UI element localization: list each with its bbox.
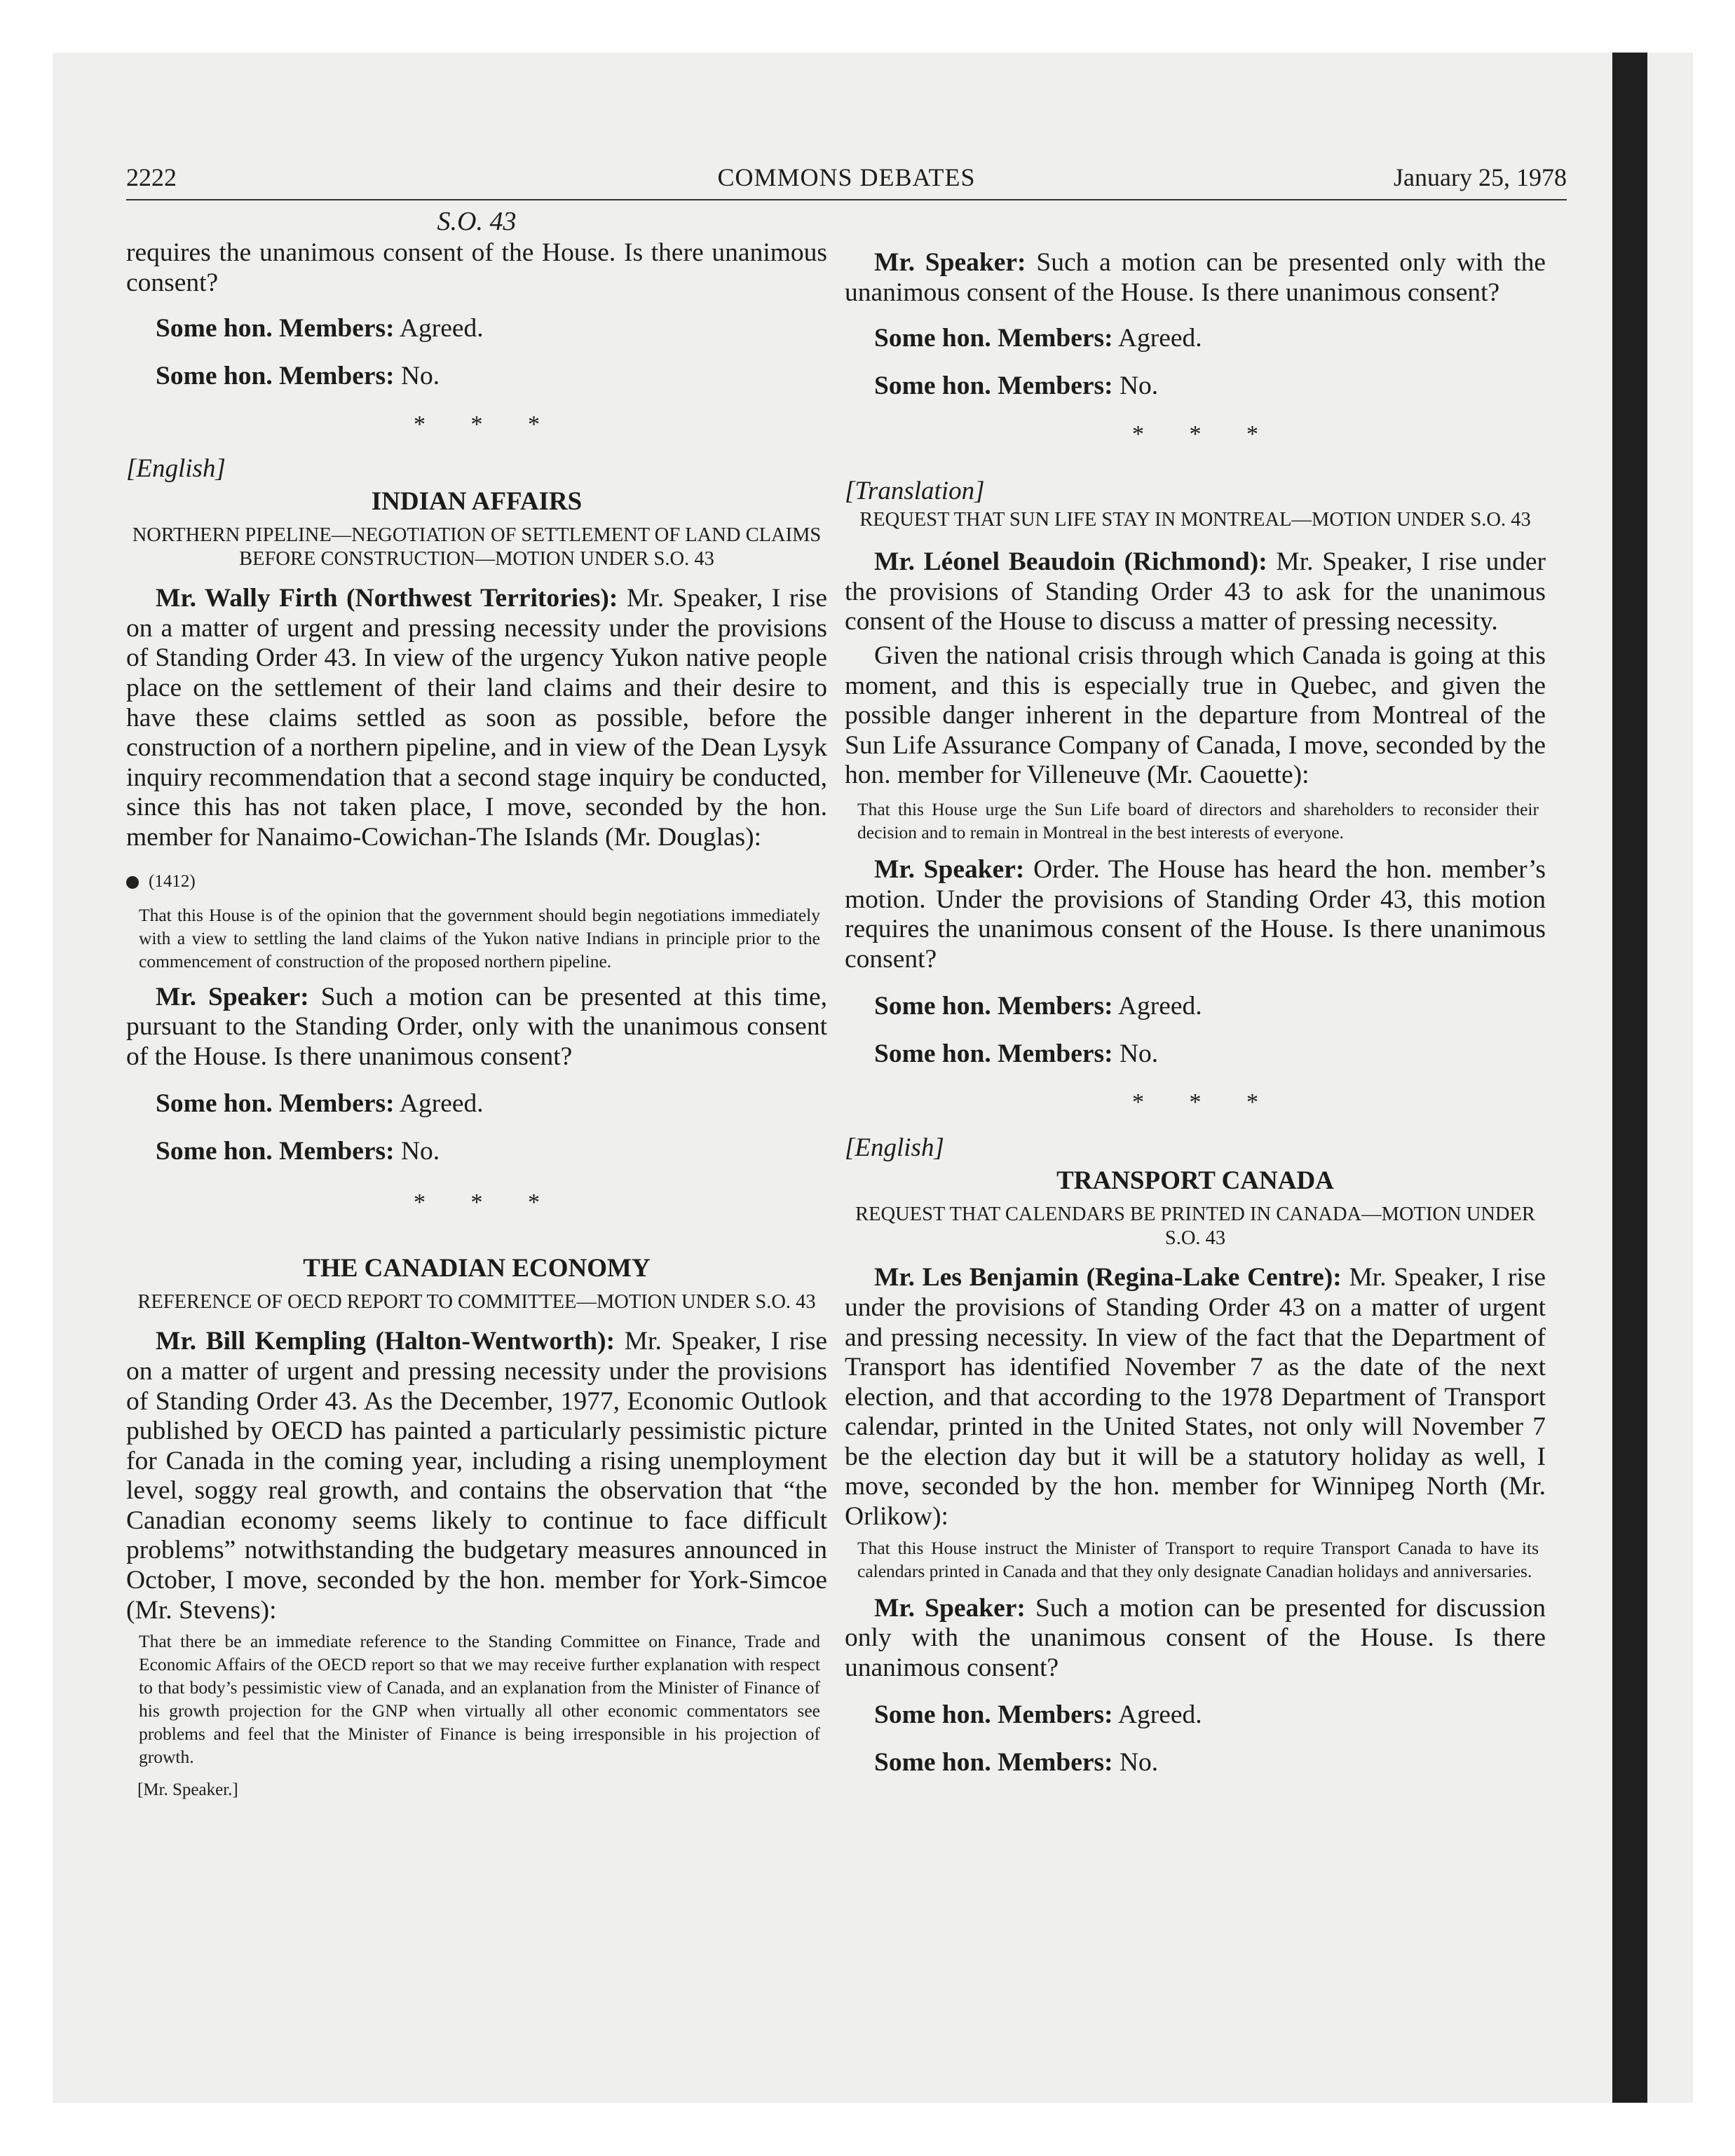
speech-text: Mr. Speaker, I rise on a matter of urgent and pressing necessity under the provisions of Standing Order 43. In view of the urgency Yukon native people place on the settlement of their land claims and their desire to have these claims settled as soon as possible, before the construction of a northern pipeline, and in view of the Dean Lysyk inquiry recommendation that a second stage inquiry be conducted, since this has not taken place, I move, seconded by the hon. member for Nanaimo-Cowichan-The Islands (Mr. Douglas): [126,584,828,852]
section-subheading: REFERENCE OF OECD REPORT TO COMMITTEE—MOTION UNDER S.O. 43 [137,1291,816,1314]
speaker-name: Mr. Speaker: [874,854,1025,884]
motion-text: That this House is of the opinion that the government should begin negotiations immediately with a view to settling the land claims of the Yukon native Indians in principle prior to the commencement of construction of the proposed northern pipeline. [139,904,820,971]
speaker-name: Some hon. Members: [156,314,395,343]
language-note: [English] [845,1133,944,1163]
section-subheading: NORTHERN PIPELINE—NEGOTIATION OF SETTLEMENT OF LAND CLAIMS BEFORE CONSTRUCTION—MOTION UNDER S.O. 43 [132,524,822,571]
member-response [126,1089,827,1119]
speech-paragraph [845,855,1546,974]
member-response [845,371,1546,402]
response-text: Agreed. [394,1089,484,1119]
speech-paragraph [126,584,827,852]
paragraph: requires the unanimous consent of the House. Is there unanimous consent? [126,238,827,297]
speaker-name: Some hon. Members: [874,1748,1113,1778]
time-marker-text: (1412) [149,871,196,891]
section-heading: THE CANADIAN ECONOMY [303,1254,651,1283]
motion-text: That there be an immediate reference to the Standing Committee on Finance, Trade and Economic Affairs of the OECD report so that we may receive further explanation with respect to that body’s pessimistic view of Canada, and an explanation from the Minister of Finance of his growth projection for the GNP when virtually all other economic commentators see problems and feel that the Minister of Finance is being irresponsible in his projection of growth. [139,1631,820,1768]
running-head: S.O. 43 [437,207,517,236]
paragraph: Given the national crisis through which Canada is going at this moment, and this is especially true in Quebec, and given the possible danger inherent in the departure from Montreal of the Sun Life Assurance Company of Canada, I move, seconded by the hon. member for Villeneuve (Mr. Caouette): [845,641,1546,790]
speech-paragraph [845,248,1546,308]
motion-text: That this House urge the Sun Life board of directors and shareholders to reconsider their decision and to remain in Montreal in the best interests of everyone. [857,798,1539,842]
section-heading: TRANSPORT CANADA [1056,1166,1334,1196]
speech-paragraph [126,1327,827,1625]
response-text: No. [1113,1039,1159,1069]
speaker-name: Mr. Speaker: [156,982,309,1011]
response-text: Agreed. [1113,1700,1202,1730]
speech-paragraph [126,983,827,1072]
section-separator: * * * [414,411,559,438]
time-marker [126,870,827,894]
speaker-name: Some hon. Members: [874,371,1113,401]
response-text: No. [394,362,440,391]
speaker-name: Some hon. Members: [156,1089,395,1119]
motion-text: That this House instruct the Minister of Transport to require Transport Canada to have its calendars printed in Canada and that they only designate Canadian holidays and anniversaries. [857,1537,1539,1581]
speaker-name: Some hon. Members: [874,324,1113,353]
response-text: Agreed. [394,314,484,343]
speaker-name: Mr. Speaker: [874,248,1026,277]
speech-text: Order. The House has heard the hon. member’s motion. Under the provisions of Standing Order 43, this motion requires the unanimous consent of the House. Is there unanimous consent? [845,854,1546,974]
member-response [126,313,827,344]
speech-paragraph [845,547,1546,637]
footnote: [Mr. Speaker.] [137,1780,238,1800]
section-subheading: REQUEST THAT CALENDARS BE PRINTED IN CANADA—MOTION UNDER S.O. 43 [855,1203,1535,1250]
member-response [845,1700,1546,1731]
binding-shadow [1612,53,1647,2103]
speech-text: Such a motion can be presented for discussion only with the unanimous consent of the House. Is there unanimous consent? [845,1593,1546,1682]
response-text: No. [394,1137,440,1166]
speech-text: Such a motion can be presented at this time, pursuant to the Standing Order, only with the unanimous consent of the House. Is there unanimous consent? [126,982,827,1071]
member-response [126,1136,827,1167]
response-text: No. [1113,371,1159,401]
speaker-name: Mr. Bill Kempling (Halton-Wentworth): [156,1327,615,1356]
response-text: No. [1113,1748,1159,1778]
publication-title: COMMONS DEBATES [717,163,976,191]
member-response [845,991,1546,1022]
speaker-name: Some hon. Members: [874,1700,1113,1730]
speech-text: Mr. Speaker, I rise under the provisions of Standing Order 43 on a matter of urgent and pressing necessity. In view of the fact that the Department of Transport has identified November 7 as the date of the next election, and that according to the 1978 Department of Transport calendar, printed in the United States, not only will November 7 be the election day but it will be a statutory holiday as well, I move, seconded by the hon. member for Winnipeg North (Mr. Orlikow): [845,1263,1546,1531]
section-separator: * * * [1132,421,1278,448]
speech-paragraph [845,1263,1546,1531]
speech-text: Mr. Speaker, I rise under the provisions of Standing Order 43 to ask for the unanimous consent of the House to discuss a matter of pressing necessity. [845,547,1546,636]
speaker-name: Some hon. Members: [156,1137,395,1166]
speaker-name: Mr. Speaker: [874,1593,1026,1623]
right-column [845,248,1546,1778]
member-response [845,1039,1546,1070]
member-response [126,361,827,392]
section-heading: INDIAN AFFAIRS [371,487,583,517]
left-column [126,205,827,1802]
page-header [126,163,1567,200]
response-text: Agreed. [1113,324,1202,353]
member-response [845,1747,1546,1778]
member-response [845,323,1546,354]
speaker-name: Some hon. Members: [874,992,1113,1021]
speaker-name: Mr. Léonel Beaudoin (Richmond): [874,547,1267,577]
section-separator: * * * [1132,1089,1278,1116]
language-note: [English] [126,454,226,484]
bullet-dot [126,876,139,889]
language-note: [Translation] [845,477,985,506]
page-date: January 25, 1978 [1394,163,1567,191]
section-subheading: REQUEST THAT SUN LIFE STAY IN MONTREAL—MOTION UNDER S.O. 43 [859,509,1531,531]
section-separator: * * * [414,1189,559,1216]
speaker-name: Some hon. Members: [156,362,395,391]
speech-text: Such a motion can be presented only with the unanimous consent of the House. Is there unanimous consent? [845,248,1546,307]
speaker-name: Some hon. Members: [874,1039,1113,1069]
speech-paragraph [845,1594,1546,1684]
page-number: 2222 [126,163,177,191]
speaker-name: Mr. Les Benjamin (Regina-Lake Centre): [874,1263,1342,1292]
response-text: Agreed. [1113,992,1202,1021]
speech-text: Mr. Speaker, I rise on a matter of urgent and pressing necessity under the provisions of Standing Order 43. As the December, 1977, Economic Outlook published by OECD has painted a particularly pessimistic picture for Canada in the coming year, including a rising unemployment level, soggy real growth, and contains the observation that “the Canadian economy seems likely to continue to face difficult problems” notwithstanding the budgetary measures announced in October, I move, seconded by the hon. member for York-Simcoe (Mr. Stevens): [126,1327,827,1625]
speaker-name: Mr. Wally Firth (Northwest Territories): [156,584,618,613]
